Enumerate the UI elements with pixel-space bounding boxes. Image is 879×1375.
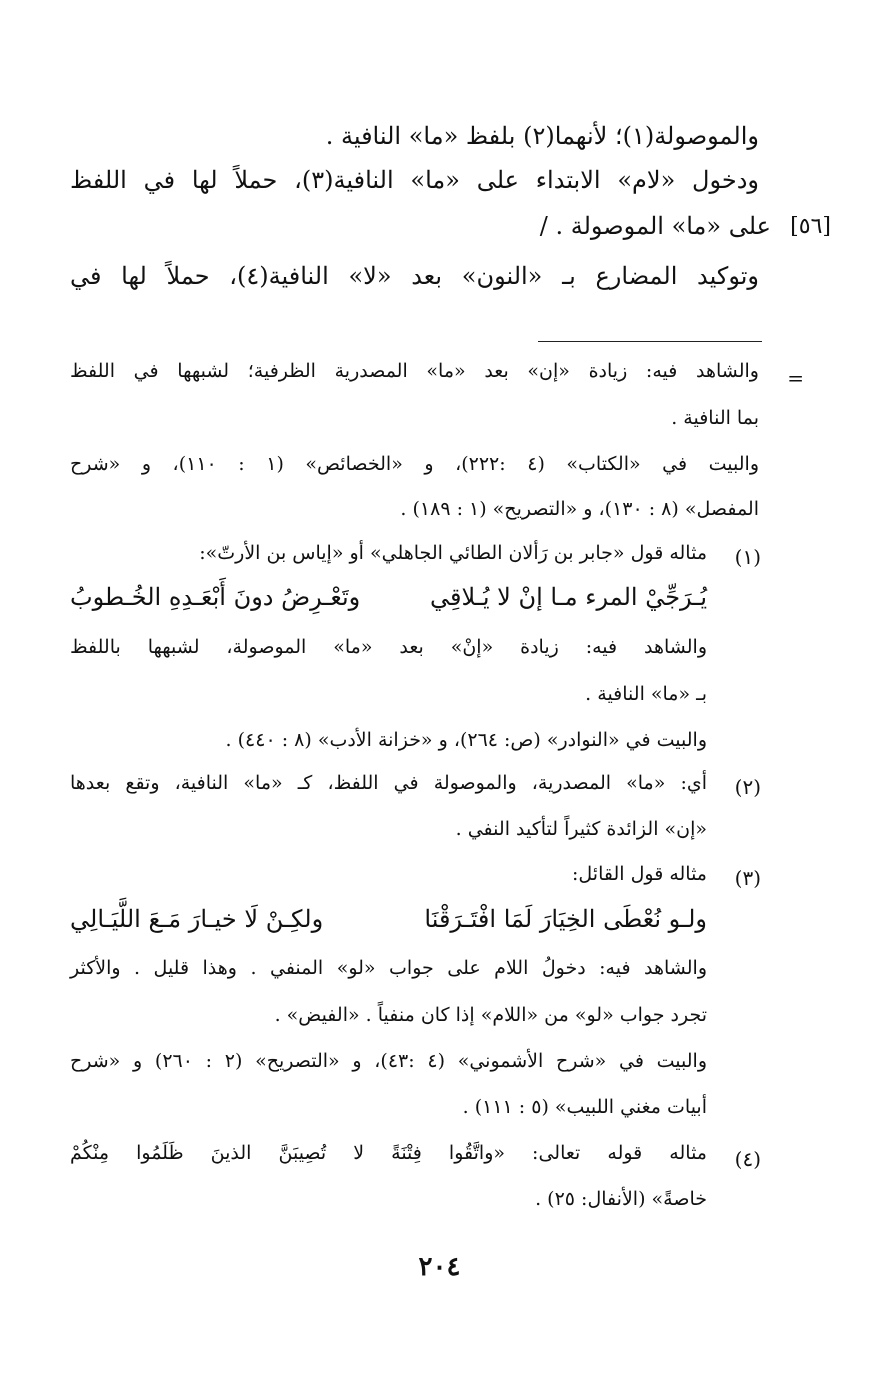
continuation-marker: =	[787, 366, 804, 390]
footnote-number-2: (٢)	[734, 775, 761, 799]
main-line-3: على «ما» الموصولة . /	[539, 212, 771, 240]
fn0-line-4: المفصل» (٨ : ١٣٠)، و «التصريح» (١ : ١٨٩) .	[400, 498, 759, 520]
fn3-line-5: أبيات مغني اللبيب» (٥ : ١١١) .	[462, 1096, 707, 1118]
fn0-line-1: والشاهد فيه: زيادة «إن» بعد «ما» المصدرية الظرفية؛ لشبهها في اللفظ	[70, 360, 759, 382]
main-line-2: ودخول «لام» الابتداء على «ما» النافية(٣)، حملاً لها في اللفظ	[70, 166, 760, 194]
fn1-line-2: والشاهد فيه: زيادة «إنْ» بعد «ما» الموصولة، لشبهها باللفظ	[70, 636, 707, 658]
fn4-line-2: خاصةً» (الأنفال: ٢٥) .	[535, 1188, 707, 1210]
fn3-line-3: تجرد جواب «لو» من «اللام» إذا كان منفياً . «الفيض» .	[274, 1004, 707, 1026]
fn1-verse-first-hemistich: يُـرَجِّيْ المرء مـا إنْ لا يُـلاقِي	[429, 583, 707, 611]
fn3-line-2: والشاهد فيه: دخولُ اللام على جواب «لو» المنفي . وهذا قليل . والأكثر	[70, 957, 707, 979]
page-number: ٢٠٤	[418, 1252, 461, 1282]
fn3-line-1: مثاله قول القائل:	[571, 863, 707, 885]
fn2-line-1: أي: «ما» المصدرية، والموصولة في اللفظ، كـ «ما» النافية، وتقع بعدها	[70, 772, 707, 794]
fn3-line-4: والبيت في «شرح الأشموني» (٤ :٤٣)، و «التصريح» (٢ : ٢٦٠) و «شرح	[70, 1050, 707, 1072]
footnote-number-1: (١)	[734, 545, 761, 569]
fn3-verse-second-hemistich: ولكِـنْ لَا خيـارَ مَـعَ اللَّيَـالِي	[70, 905, 324, 933]
main-line-4: وتوكيد المضارع بـ «النون» بعد «لا» النافية(٤)، حملاً لها في	[70, 262, 759, 290]
fn1-line-3: بـ «ما» النافية .	[585, 683, 707, 705]
fn0-line-3: والبيت في «الكتاب» (٤ :٢٢٢)، و «الخصائص» (١ : ١١٠)، و «شرح	[70, 453, 759, 475]
footnote-number-3: (٣)	[734, 866, 761, 890]
fn0-line-2: بما النافية .	[671, 407, 759, 429]
footnote-separator	[538, 341, 762, 342]
fn1-verse-second-hemistich: وتَعْـرِضُ دونَ أَبْعَـدِهِ الخُـطوبُ	[70, 583, 361, 611]
fn3-verse-first-hemistich: ولـو نُعْطَى الخِيَارَ لَمَا افْتَـرَقْنَا	[424, 905, 707, 933]
fn1-line-1: مثاله قول «جابر بن رَألان الطائي الجاهلي» أو «إياس بن الأرتّ»:	[199, 542, 707, 564]
page-reference-marker: [٥٦]	[790, 214, 831, 239]
footnote-number-4: (٤)	[734, 1147, 761, 1171]
main-line-1: والموصولة(١)؛ لأنهما(٢) بلفظ «ما» النافية .	[325, 122, 759, 150]
fn2-line-2: «إن» الزائدة كثيراً لتأكيد النفي .	[455, 818, 707, 840]
fn1-line-4: والبيت في «النوادر» (ص: ٢٦٤)، و «خزانة الأدب» (٨ : ٤٤٠) .	[225, 729, 707, 751]
fn4-line-1: مثاله قوله تعالى: «واتَّقُوا فِتْنَةً لا تُصِيبَنَّ الذينَ ظَلَمُوا مِنْكُمْ	[70, 1142, 707, 1164]
